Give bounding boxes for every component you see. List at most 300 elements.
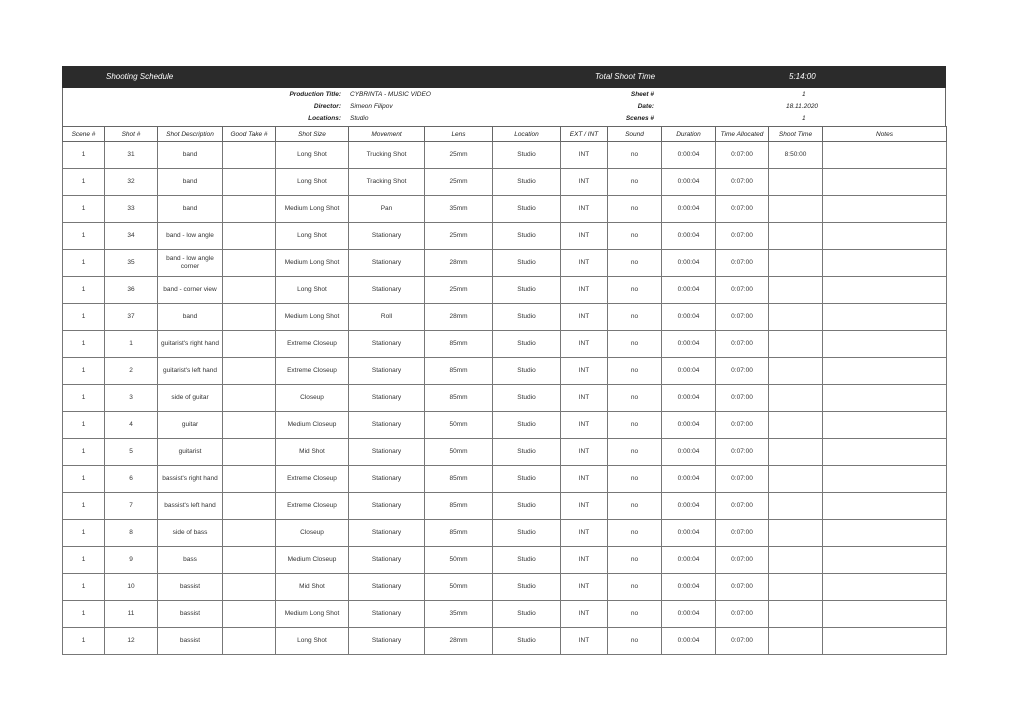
- scene-number-cell: 1: [63, 601, 105, 628]
- scene-number-cell: 1: [63, 331, 105, 358]
- column-header-shot-size: Shot Size: [276, 127, 349, 142]
- scene-number-cell: 1: [63, 466, 105, 493]
- shoot-time-cell[interactable]: [769, 304, 823, 331]
- duration-cell: 0:00:04: [662, 331, 716, 358]
- shot-number-cell: 1: [105, 331, 158, 358]
- shot-size-cell: Closeup: [276, 520, 349, 547]
- shot-description-cell: band: [158, 196, 223, 223]
- notes-cell[interactable]: [823, 412, 947, 439]
- ext-int-cell: INT: [561, 277, 608, 304]
- sound-cell: no: [608, 304, 662, 331]
- table-row: [63, 331, 947, 358]
- notes-cell[interactable]: [823, 385, 947, 412]
- shot-size-cell: Extreme Closeup: [276, 466, 349, 493]
- time-allocated-cell: 0:07:00: [716, 466, 769, 493]
- scene-number-cell: 1: [63, 547, 105, 574]
- scene-number-cell: 1: [63, 439, 105, 466]
- total-shoot-time-label: Total Shoot Time: [595, 72, 656, 81]
- time-allocated-cell: 0:07:00: [716, 331, 769, 358]
- duration-cell: 0:00:04: [662, 601, 716, 628]
- shot-size-cell: Long Shot: [276, 277, 349, 304]
- scene-number-cell: 1: [63, 277, 105, 304]
- scene-number-cell: 1: [63, 385, 105, 412]
- location-cell: Studio: [493, 169, 561, 196]
- table-row: [63, 277, 947, 304]
- duration-cell: 0:00:04: [662, 169, 716, 196]
- shot-description-cell: band: [158, 142, 223, 169]
- time-allocated-cell: 0:07:00: [716, 493, 769, 520]
- ext-int-cell: INT: [561, 142, 608, 169]
- ext-int-cell: INT: [561, 520, 608, 547]
- movement-cell: Trucking Shot: [349, 142, 425, 169]
- scene-number-cell: 1: [63, 169, 105, 196]
- shot-number-cell: 5: [105, 439, 158, 466]
- time-allocated-cell: 0:07:00: [716, 628, 769, 655]
- table-row: [63, 169, 947, 196]
- sound-cell: no: [608, 169, 662, 196]
- sound-cell: no: [608, 547, 662, 574]
- time-allocated-cell: 0:07:00: [716, 142, 769, 169]
- scene-number-cell: 1: [63, 142, 105, 169]
- shoot-time-cell[interactable]: [769, 331, 823, 358]
- shot-number-cell: 9: [105, 547, 158, 574]
- notes-cell[interactable]: [823, 331, 947, 358]
- good-take-cell[interactable]: [223, 385, 276, 412]
- lens-cell: 85mm: [425, 385, 493, 412]
- ext-int-cell: INT: [561, 439, 608, 466]
- table-row: [63, 385, 947, 412]
- shoot-time-cell[interactable]: [769, 277, 823, 304]
- shot-description-cell: bassist: [158, 574, 223, 601]
- scene-number-cell: 1: [63, 574, 105, 601]
- shoot-time-cell[interactable]: [769, 385, 823, 412]
- notes-cell[interactable]: [823, 169, 947, 196]
- duration-cell: 0:00:04: [662, 385, 716, 412]
- shoot-time-cell[interactable]: [769, 169, 823, 196]
- notes-cell[interactable]: [823, 277, 947, 304]
- duration-cell: 0:00:04: [662, 628, 716, 655]
- time-allocated-cell: 0:07:00: [716, 223, 769, 250]
- shot-description-cell: band - corner view: [158, 277, 223, 304]
- scene-number-cell: 1: [63, 358, 105, 385]
- shoot-time-cell[interactable]: [769, 547, 823, 574]
- shot-number-cell: 4: [105, 412, 158, 439]
- ext-int-cell: INT: [561, 601, 608, 628]
- good-take-cell[interactable]: [223, 196, 276, 223]
- sound-cell: no: [608, 358, 662, 385]
- scenes-number-value: 1: [802, 115, 806, 122]
- director-value: Simeon Filipov: [350, 103, 393, 110]
- good-take-cell[interactable]: [223, 169, 276, 196]
- lens-cell: 85mm: [425, 331, 493, 358]
- shot-number-cell: 33: [105, 196, 158, 223]
- shot-size-cell: Medium Long Shot: [276, 601, 349, 628]
- location-cell: Studio: [493, 520, 561, 547]
- shot-size-cell: Medium Long Shot: [276, 196, 349, 223]
- shoot-time-cell[interactable]: [769, 493, 823, 520]
- duration-cell: 0:00:04: [662, 196, 716, 223]
- shot-size-cell: Medium Closeup: [276, 547, 349, 574]
- column-header-sound: Sound: [608, 127, 662, 142]
- shoot-time-cell[interactable]: [769, 223, 823, 250]
- title-bar: [62, 66, 946, 88]
- date-value: 18.11.2020: [786, 103, 819, 110]
- good-take-cell[interactable]: [223, 466, 276, 493]
- schedule-title: Shooting Schedule: [106, 72, 174, 81]
- shoot-time-cell[interactable]: [769, 196, 823, 223]
- notes-cell[interactable]: [823, 439, 947, 466]
- duration-cell: 0:00:04: [662, 466, 716, 493]
- notes-cell[interactable]: [823, 142, 947, 169]
- duration-cell: 0:00:04: [662, 493, 716, 520]
- good-take-cell[interactable]: [223, 250, 276, 277]
- production-title-label: Production Title:: [289, 91, 341, 98]
- table-row: [63, 196, 947, 223]
- table-row: [63, 628, 947, 655]
- shot-description-cell: band - low angle corner: [158, 250, 223, 277]
- movement-cell: Stationary: [349, 412, 425, 439]
- column-header-location: Location: [493, 127, 561, 142]
- good-take-cell[interactable]: [223, 223, 276, 250]
- notes-cell[interactable]: [823, 520, 947, 547]
- time-allocated-cell: 0:07:00: [716, 358, 769, 385]
- column-header-shoot-time: Shoot Time: [769, 127, 823, 142]
- movement-cell: Pan: [349, 196, 425, 223]
- movement-cell: Stationary: [349, 574, 425, 601]
- shooting-schedule-sheet: [62, 66, 946, 655]
- shoot-time-cell[interactable]: [769, 628, 823, 655]
- total-shoot-time-value: 5:14:00: [789, 72, 816, 81]
- notes-cell[interactable]: [823, 304, 947, 331]
- ext-int-cell: INT: [561, 223, 608, 250]
- table-row: [63, 493, 947, 520]
- ext-int-cell: INT: [561, 466, 608, 493]
- shot-number-cell: 36: [105, 277, 158, 304]
- shot-size-cell: Extreme Closeup: [276, 493, 349, 520]
- column-header-scene: Scene #: [63, 127, 105, 142]
- column-header-movement: Movement: [349, 127, 425, 142]
- shoot-time-cell[interactable]: [769, 466, 823, 493]
- sound-cell: no: [608, 196, 662, 223]
- locations-value: Studio: [350, 115, 369, 122]
- shot-description-cell: guitarist's left hand: [158, 358, 223, 385]
- location-cell: Studio: [493, 628, 561, 655]
- notes-cell[interactable]: [823, 601, 947, 628]
- table-row: [63, 466, 947, 493]
- scenes-number-label: Scenes #: [625, 115, 654, 122]
- duration-cell: 0:00:04: [662, 223, 716, 250]
- shot-size-cell: Medium Long Shot: [276, 250, 349, 277]
- shot-description-cell: bassist's right hand: [158, 466, 223, 493]
- duration-cell: 0:00:04: [662, 574, 716, 601]
- shoot-time-cell[interactable]: [769, 250, 823, 277]
- shot-description-cell: band: [158, 304, 223, 331]
- movement-cell: Stationary: [349, 439, 425, 466]
- shot-number-cell: 11: [105, 601, 158, 628]
- shot-number-cell: 6: [105, 466, 158, 493]
- good-take-cell[interactable]: [223, 601, 276, 628]
- sound-cell: no: [608, 628, 662, 655]
- notes-cell[interactable]: [823, 223, 947, 250]
- ext-int-cell: INT: [561, 493, 608, 520]
- shot-description-cell: bassist's left hand: [158, 493, 223, 520]
- duration-cell: 0:00:04: [662, 439, 716, 466]
- location-cell: Studio: [493, 250, 561, 277]
- shot-size-cell: Extreme Closeup: [276, 331, 349, 358]
- ext-int-cell: INT: [561, 331, 608, 358]
- table-row: [63, 304, 947, 331]
- shot-description-cell: side of guitar: [158, 385, 223, 412]
- ext-int-cell: INT: [561, 574, 608, 601]
- shoot-time-cell[interactable]: 8:50:00: [769, 142, 823, 169]
- sound-cell: no: [608, 574, 662, 601]
- lens-cell: 28mm: [425, 250, 493, 277]
- shot-size-cell: Long Shot: [276, 169, 349, 196]
- shoot-time-cell[interactable]: [769, 358, 823, 385]
- column-header-lens: Lens: [425, 127, 493, 142]
- column-header-shot: Shot #: [105, 127, 158, 142]
- time-allocated-cell: 0:07:00: [716, 574, 769, 601]
- shot-description-cell: band - low angle: [158, 223, 223, 250]
- location-cell: Studio: [493, 493, 561, 520]
- notes-cell[interactable]: [823, 466, 947, 493]
- good-take-cell[interactable]: [223, 574, 276, 601]
- location-cell: Studio: [493, 574, 561, 601]
- movement-cell: Roll: [349, 304, 425, 331]
- location-cell: Studio: [493, 142, 561, 169]
- good-take-cell[interactable]: [223, 304, 276, 331]
- time-allocated-cell: 0:07:00: [716, 547, 769, 574]
- shot-size-cell: Long Shot: [276, 628, 349, 655]
- good-take-cell[interactable]: [223, 277, 276, 304]
- lens-cell: 85mm: [425, 466, 493, 493]
- shoot-time-cell[interactable]: [769, 412, 823, 439]
- shoot-time-cell[interactable]: [769, 439, 823, 466]
- column-header-notes: Notes: [823, 127, 947, 142]
- location-cell: Studio: [493, 466, 561, 493]
- location-cell: Studio: [493, 412, 561, 439]
- location-cell: Studio: [493, 304, 561, 331]
- shot-table: [62, 126, 947, 655]
- shot-description-cell: side of bass: [158, 520, 223, 547]
- good-take-cell[interactable]: [223, 331, 276, 358]
- scene-number-cell: 1: [63, 250, 105, 277]
- lens-cell: 50mm: [425, 547, 493, 574]
- scene-number-cell: 1: [63, 196, 105, 223]
- location-cell: Studio: [493, 358, 561, 385]
- lens-cell: 85mm: [425, 493, 493, 520]
- good-take-cell[interactable]: [223, 142, 276, 169]
- table-row: [63, 601, 947, 628]
- good-take-cell[interactable]: [223, 628, 276, 655]
- ext-int-cell: INT: [561, 169, 608, 196]
- time-allocated-cell: 0:07:00: [716, 196, 769, 223]
- lens-cell: 25mm: [425, 223, 493, 250]
- shot-size-cell: Medium Long Shot: [276, 304, 349, 331]
- location-cell: Studio: [493, 601, 561, 628]
- column-header-shot-description: Shot Description: [158, 127, 223, 142]
- shoot-time-cell[interactable]: [769, 520, 823, 547]
- table-header-row: [63, 127, 947, 142]
- good-take-cell[interactable]: [223, 493, 276, 520]
- good-take-cell[interactable]: [223, 439, 276, 466]
- shot-number-cell: 8: [105, 520, 158, 547]
- notes-cell[interactable]: [823, 250, 947, 277]
- ext-int-cell: INT: [561, 412, 608, 439]
- good-take-cell[interactable]: [223, 412, 276, 439]
- duration-cell: 0:00:04: [662, 142, 716, 169]
- lens-cell: 35mm: [425, 601, 493, 628]
- time-allocated-cell: 0:07:00: [716, 304, 769, 331]
- shot-size-cell: Long Shot: [276, 223, 349, 250]
- lens-cell: 85mm: [425, 520, 493, 547]
- location-cell: Studio: [493, 331, 561, 358]
- notes-cell[interactable]: [823, 358, 947, 385]
- director-label: Director:: [313, 103, 341, 110]
- shot-number-cell: 37: [105, 304, 158, 331]
- location-cell: Studio: [493, 196, 561, 223]
- notes-cell[interactable]: [823, 628, 947, 655]
- location-cell: Studio: [493, 223, 561, 250]
- location-cell: Studio: [493, 439, 561, 466]
- lens-cell: 50mm: [425, 412, 493, 439]
- good-take-cell[interactable]: [223, 547, 276, 574]
- lens-cell: 85mm: [425, 358, 493, 385]
- sound-cell: no: [608, 520, 662, 547]
- scene-number-cell: 1: [63, 223, 105, 250]
- time-allocated-cell: 0:07:00: [716, 385, 769, 412]
- sound-cell: no: [608, 250, 662, 277]
- lens-cell: 50mm: [425, 574, 493, 601]
- time-allocated-cell: 0:07:00: [716, 277, 769, 304]
- time-allocated-cell: 0:07:00: [716, 412, 769, 439]
- duration-cell: 0:00:04: [662, 412, 716, 439]
- sound-cell: no: [608, 277, 662, 304]
- movement-cell: Stationary: [349, 277, 425, 304]
- duration-cell: 0:00:04: [662, 250, 716, 277]
- location-cell: Studio: [493, 385, 561, 412]
- shot-description-cell: guitar: [158, 412, 223, 439]
- table-row: [63, 142, 947, 169]
- shot-number-cell: 3: [105, 385, 158, 412]
- shot-size-cell: Long Shot: [276, 142, 349, 169]
- table-row: [63, 250, 947, 277]
- table-row: [63, 439, 947, 466]
- shot-description-cell: bass: [158, 547, 223, 574]
- shot-description-cell: guitarist's right hand: [158, 331, 223, 358]
- scene-number-cell: 1: [63, 520, 105, 547]
- shot-number-cell: 31: [105, 142, 158, 169]
- movement-cell: Stationary: [349, 628, 425, 655]
- duration-cell: 0:00:04: [662, 547, 716, 574]
- scene-number-cell: 1: [63, 628, 105, 655]
- sound-cell: no: [608, 493, 662, 520]
- sound-cell: no: [608, 142, 662, 169]
- scene-number-cell: 1: [63, 493, 105, 520]
- shot-number-cell: 32: [105, 169, 158, 196]
- lens-cell: 25mm: [425, 169, 493, 196]
- shot-number-cell: 7: [105, 493, 158, 520]
- good-take-cell[interactable]: [223, 520, 276, 547]
- table-row: [63, 412, 947, 439]
- sound-cell: no: [608, 385, 662, 412]
- lens-cell: 28mm: [425, 304, 493, 331]
- shot-size-cell: Extreme Closeup: [276, 358, 349, 385]
- shot-description-cell: band: [158, 169, 223, 196]
- shot-size-cell: Closeup: [276, 385, 349, 412]
- shot-description-cell: bassist: [158, 601, 223, 628]
- movement-cell: Stationary: [349, 331, 425, 358]
- notes-cell[interactable]: [823, 547, 947, 574]
- locations-label: Locations:: [308, 115, 341, 122]
- movement-cell: Stationary: [349, 250, 425, 277]
- column-header-good-take: Good Take #: [223, 127, 276, 142]
- lens-cell: 25mm: [425, 142, 493, 169]
- ext-int-cell: INT: [561, 196, 608, 223]
- shoot-time-cell[interactable]: [769, 601, 823, 628]
- column-header-ext-int: EXT / INT: [561, 127, 608, 142]
- location-cell: Studio: [493, 547, 561, 574]
- production-title-value: CYBRINTA - MUSIC VIDEO: [350, 91, 431, 98]
- shot-size-cell: Medium Closeup: [276, 412, 349, 439]
- shot-rows: [63, 142, 947, 655]
- table-row: [63, 223, 947, 250]
- duration-cell: 0:00:04: [662, 277, 716, 304]
- time-allocated-cell: 0:07:00: [716, 601, 769, 628]
- notes-cell[interactable]: [823, 493, 947, 520]
- production-info: [62, 88, 946, 126]
- ext-int-cell: INT: [561, 628, 608, 655]
- duration-cell: 0:00:04: [662, 304, 716, 331]
- sound-cell: no: [608, 439, 662, 466]
- notes-cell[interactable]: [823, 574, 947, 601]
- lens-cell: 35mm: [425, 196, 493, 223]
- time-allocated-cell: 0:07:00: [716, 169, 769, 196]
- sound-cell: no: [608, 466, 662, 493]
- shot-number-cell: 10: [105, 574, 158, 601]
- sound-cell: no: [608, 223, 662, 250]
- sheet-number-label: Sheet #: [630, 91, 654, 98]
- good-take-cell[interactable]: [223, 358, 276, 385]
- shot-number-cell: 34: [105, 223, 158, 250]
- movement-cell: Stationary: [349, 358, 425, 385]
- column-header-duration: Duration: [662, 127, 716, 142]
- ext-int-cell: INT: [561, 304, 608, 331]
- lens-cell: 50mm: [425, 439, 493, 466]
- ext-int-cell: INT: [561, 250, 608, 277]
- table-row: [63, 547, 947, 574]
- ext-int-cell: INT: [561, 385, 608, 412]
- date-label: Date:: [637, 103, 654, 110]
- movement-cell: Stationary: [349, 385, 425, 412]
- movement-cell: Tracking Shot: [349, 169, 425, 196]
- lens-cell: 28mm: [425, 628, 493, 655]
- notes-cell[interactable]: [823, 196, 947, 223]
- table-row: [63, 358, 947, 385]
- shot-description-cell: guitarist: [158, 439, 223, 466]
- shoot-time-cell[interactable]: [769, 574, 823, 601]
- scene-number-cell: 1: [63, 412, 105, 439]
- shot-description-cell: bassist: [158, 628, 223, 655]
- time-allocated-cell: 0:07:00: [716, 250, 769, 277]
- location-cell: Studio: [493, 277, 561, 304]
- scene-number-cell: 1: [63, 304, 105, 331]
- shot-size-cell: Mid Shot: [276, 574, 349, 601]
- sound-cell: no: [608, 601, 662, 628]
- sound-cell: no: [608, 412, 662, 439]
- ext-int-cell: INT: [561, 358, 608, 385]
- time-allocated-cell: 0:07:00: [716, 439, 769, 466]
